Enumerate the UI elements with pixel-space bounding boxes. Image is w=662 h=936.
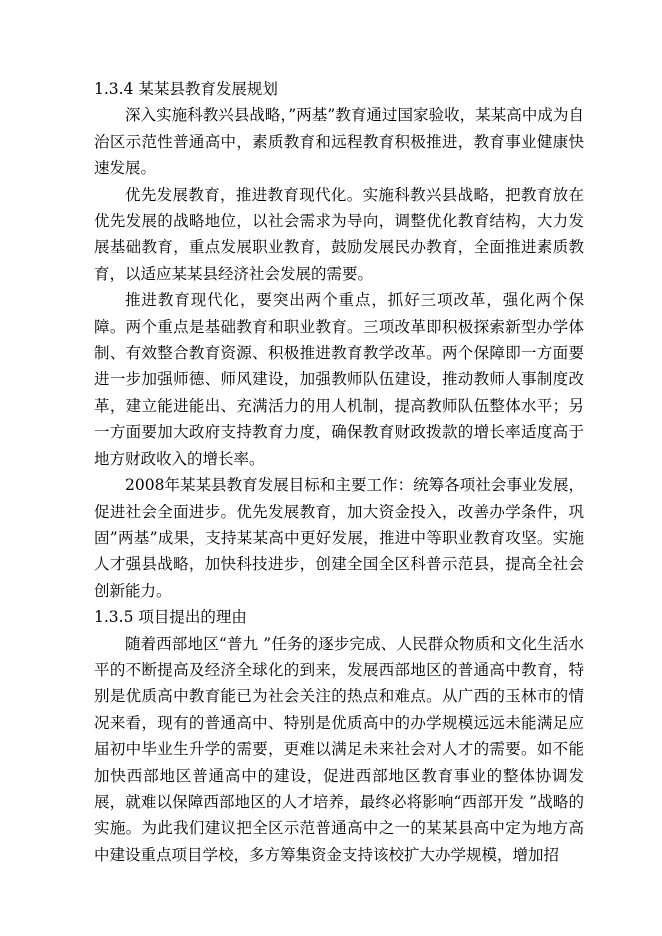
paragraph: 推进教育现代化，要突出两个重点，抓好三项改革，强化两个保障。两个重点是基础教育和职业教育。三项改革即积极探索新型办学体制、有效整合教育资源、积极推进教育教学改革。两个保障即一方面要进一步加强师德、师风建设，加强教师队伍建设，推动教师人事制度改革，建立能进能出、充满活力的用人机制，提高教师队伍整体水平；另一方面要加大政府支持教育力度，确保教育财政拨款的增长率适度高于地方财政收入的增长率。	[94, 291, 584, 468]
paragraph: 2008年某某县教育发展目标和主要工作：统筹各项社会事业发展，促进社会全面进步。优先发展教育，加大资金投入，改善办学条件，巩固”两基”成果，支持某某高中更好发展，推进中等职业教育攻坚。实施人才强县战略，加快科技进步，创建全国全区科普示范县，提高全社会创新能力。	[94, 476, 584, 600]
paragraph: 随着西部地区“普九 ”任务的逐步完成、人民群众物质和文化生活水平的不断提高及经济全球化的到来，发展西部地区的普通高中教育，特别是优质高中教育能已为社会关注的热点和难点。从广西的玉林市的情况来看，现有的普通高中、特别是优质高中的办学规模远远未能满足应届初中毕业生升学的需要，更难以满足未来社会对人才的需要。如不能加快西部地区普通高中的建设，促进西部地区教育事业的整体协调发展，就难以保障西部地区的人才培养，最终必将影响“西部开发 ”战略的实施。为此我们建议把全区示范普通高中之一的某某县高中定为地方高中建设重点项目学校，多方筹集资金支持该校扩大办学规模，增加招	[94, 634, 584, 864]
section-heading-1-3-5: 1.3.5 项目提出的理由	[94, 608, 247, 627]
section-heading-1-3-4: 1.3.4 某某县教育发展规划	[94, 80, 278, 98]
paragraph: 深入实施科教兴县战略，”两基”教育通过国家验收，某某高中成为自治区示范性普通高中，素质教育和远程教育积极推进，教育事业健康快速发展。	[94, 106, 584, 178]
document-body	[94, 76, 584, 868]
paragraph: 优先发展教育，推进教育现代化。实施科教兴县战略，把教育放在优先发展的战略地位，以社会需求为导向，调整优化教育结构，大力发展基础教育，重点发展职业教育，鼓励发展民办教育，全面推进素质教育，以适应某某县经济社会发展的需要。	[94, 185, 584, 283]
